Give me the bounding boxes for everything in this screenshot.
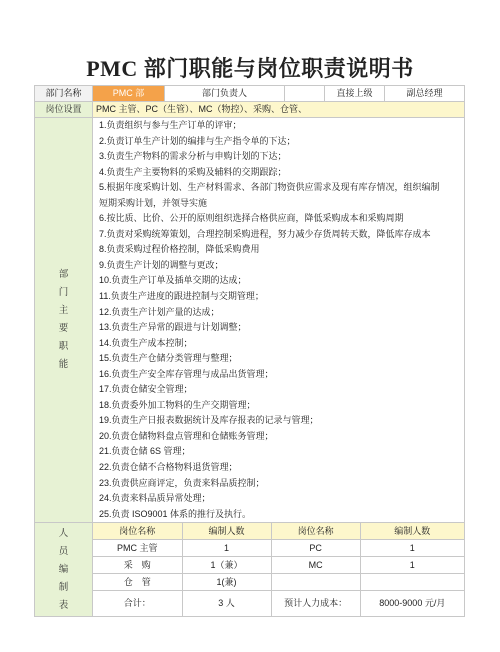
duties-label-char: 部 — [58, 269, 69, 281]
staffing-table — [93, 523, 464, 616]
cost-label: 预计人力成本： — [271, 591, 360, 617]
dept-name-value: PMC 部 — [93, 86, 165, 102]
duty-item: 12.负责生产计划产量的达成； — [99, 306, 220, 317]
duty-item: 15.负责生产仓储分类管理与整理； — [99, 353, 238, 364]
job-description-table — [34, 85, 465, 617]
staffing-label-char: 表 — [58, 599, 69, 611]
staffing-row — [35, 523, 465, 617]
duties-row — [35, 118, 465, 523]
duty-item: 3.负责生产物料的需求分析与申购计划的下达； — [99, 151, 287, 162]
staffing-data-row — [93, 574, 464, 591]
dept-head-value — [285, 86, 325, 102]
duties-label-char: 门 — [58, 287, 69, 299]
duty-item: 8.负责采购过程价格控制，降低采购费用 — [99, 244, 260, 255]
duty-item: 4.负责生产主要物料的采购及辅料的交期跟踪； — [99, 166, 287, 177]
duty-item: 24.负责来料品质异常处理； — [99, 493, 211, 504]
staffing-data-row — [93, 540, 464, 557]
staffing-cell-position: 仓 管 — [93, 574, 182, 591]
duty-item: 13.负责生产异常的跟进与计划调整； — [99, 322, 247, 333]
duties-label-char: 主 — [58, 305, 69, 317]
duty-item: 短期采购计划，并领导实施 — [99, 197, 208, 208]
duty-item: 14.负责生产成本控制； — [99, 337, 193, 348]
duty-item: 7.负责对采购统筹策划，合理控制采购进程，努力减少存货周转天数，降低库存成本 — [99, 228, 431, 239]
duties-label-char: 职 — [58, 341, 69, 353]
duty-item: 20.负责仓储物料盘点管理和仓储账务管理； — [99, 430, 274, 441]
staffing-header-position: 岗位名称 — [93, 523, 182, 540]
staffing-cell-position — [271, 574, 360, 591]
page-title: PMC 部门职能与岗位职责说明书 — [86, 56, 414, 81]
staffing-cell-count: 1(兼) — [182, 574, 271, 591]
total-value: 3 人 — [182, 591, 271, 617]
total-label: 合计： — [93, 591, 182, 617]
staffing-data-row — [93, 557, 464, 574]
superior-label: 直接上级 — [325, 86, 385, 102]
staffing-cell-position: 采 购 — [93, 557, 182, 574]
duty-item: 9.负责生产计划的调整与更改； — [99, 259, 224, 270]
staffing-total-row — [93, 591, 464, 617]
staffing-cell-count: 1 — [360, 557, 464, 574]
staffing-label-char: 员 — [58, 545, 69, 557]
staffing-header-position: 岗位名称 — [271, 523, 360, 540]
staffing-header-count: 编制人数 — [182, 523, 271, 540]
duty-item: 1.负责组织与参与生产订单的评审； — [99, 120, 242, 130]
duty-item: 11.负责生产进度的跟进控制与交期管理； — [99, 291, 264, 302]
staffing-cell-count: 1 — [182, 540, 271, 557]
positions-label: 岗位设置 — [35, 102, 93, 118]
staffing-cell-count: 1（兼） — [182, 557, 271, 574]
duty-item: 23.负责供应商评定，负责来料品质控制； — [99, 477, 265, 488]
duty-item: 17.负责仓储安全管理； — [99, 384, 193, 395]
staffing-cell-count: 1 — [360, 540, 464, 557]
staffing-cell-position: MC — [271, 557, 360, 574]
staffing-cell-position: PC — [271, 540, 360, 557]
staffing-header-row — [93, 523, 464, 540]
cost-value: 8000-9000 元/月 — [360, 591, 464, 617]
staffing-label — [35, 523, 93, 617]
duty-item: 21.负责仓储 6S 管理； — [99, 446, 191, 457]
duty-item: 25.负责 ISO9001 体系的推行及执行。 — [99, 508, 252, 519]
duties-label — [35, 118, 93, 523]
duty-item: 6.按比质、比价、公开的原则组织选择合格供应商，降低采购成本和采购周期 — [99, 213, 404, 224]
staffing-cell-count — [360, 574, 464, 591]
dept-name-label: 部门名称 — [35, 86, 93, 102]
dept-head-label: 部门负责人 — [165, 86, 285, 102]
duty-item: 19.负责生产日报表数据统计及库存报表的记录与管理； — [99, 415, 319, 426]
duties-label-char: 要 — [58, 323, 69, 335]
superior-value: 副总经理 — [385, 86, 465, 102]
duties-list — [93, 118, 465, 523]
duties-label-char: 能 — [58, 359, 69, 371]
positions-value: PMC 主管、PC（生管）、MC（物控）、采购、仓管、 — [93, 102, 465, 118]
staffing-cell — [93, 523, 465, 617]
duty-item: 2.负责订单生产计划的编排与生产指令单的下达； — [99, 135, 296, 146]
staffing-label-char: 编 — [58, 563, 69, 575]
duty-item: 5.根据年度采购计划、生产材料需求、各部门物资供应需求及现有库存情况，组织编制 — [99, 182, 440, 193]
positions-row — [35, 102, 465, 118]
duty-item: 16.负责生产安全库存管理与成品出货管理； — [99, 368, 274, 379]
duty-item: 22.负责仓储不合格物料退货管理； — [99, 462, 238, 473]
duty-item: 10.负责生产订单及插单交期的达成； — [99, 275, 247, 286]
staffing-label-char: 制 — [58, 581, 69, 593]
staffing-cell-position: PMC 主管 — [93, 540, 182, 557]
duty-item: 18.负责委外加工物料的生产交期管理； — [99, 399, 256, 410]
staffing-label-char: 人 — [58, 527, 69, 539]
staffing-header-count: 编制人数 — [360, 523, 464, 540]
dept-header-row — [35, 86, 465, 102]
